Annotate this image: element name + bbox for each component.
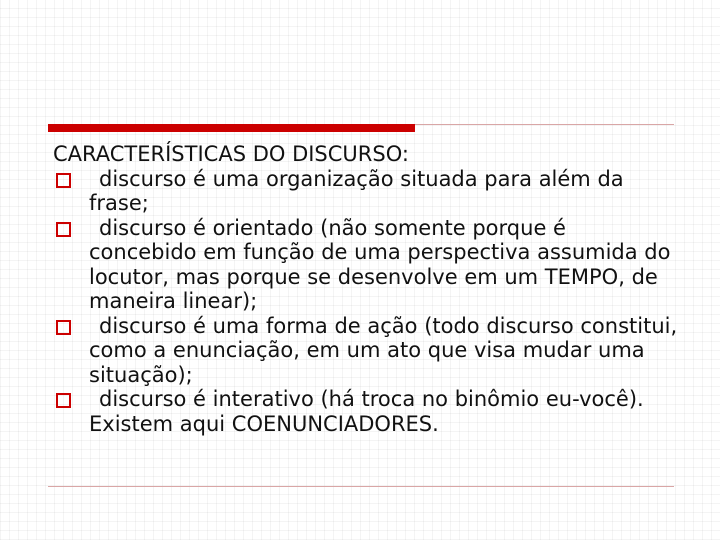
bullet-text: discurso é uma organização situada para além da frase; (89, 166, 624, 215)
bullet-item (53, 216, 678, 314)
bullet-list (53, 167, 678, 437)
slide-content (53, 142, 678, 436)
hollow-square-icon (56, 222, 71, 237)
slide-heading: CARACTERÍSTICAS DO DISCURSO: (53, 142, 409, 166)
top-accent-bar (48, 124, 415, 132)
bullet-text: discurso é orientado (não somente porque é concebido em função de uma perspectiva assumida do locutor, mas porque se desenvolve em um TEMPO, de maneira linear); (89, 215, 671, 313)
bottom-divider-line (48, 486, 674, 487)
bullet-text: discurso é uma forma de ação (todo discurso constitui, como a enunciação, em um ato que visa mudar uma situação); (89, 313, 678, 387)
hollow-square-icon (56, 393, 71, 408)
bullet-item (53, 387, 678, 436)
bullet-item (53, 167, 678, 216)
bullet-item (53, 314, 678, 388)
bullet-text: discurso é interativo (há troca no binômio eu-você). Existem aqui COENUNCIADORES. (89, 387, 644, 436)
hollow-square-icon (56, 320, 71, 335)
hollow-square-icon (56, 173, 71, 188)
